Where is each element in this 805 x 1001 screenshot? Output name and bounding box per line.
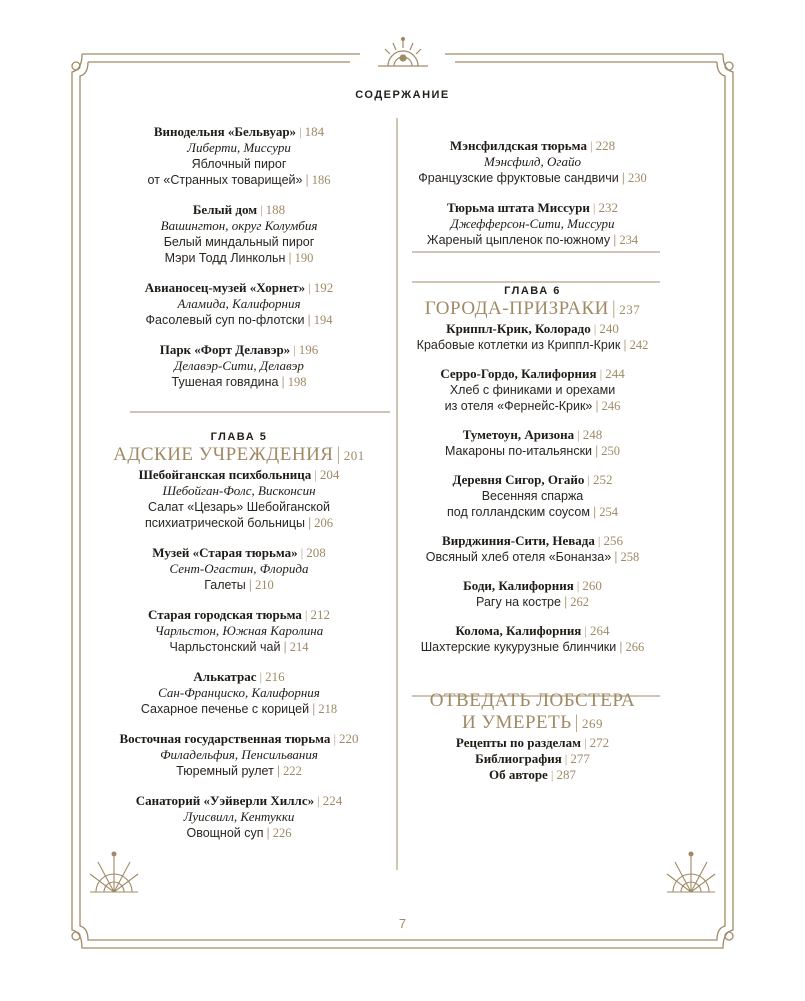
entry-recipe-text: психиатрической больницы [145,516,305,530]
entry-place [88,467,390,483]
entry-location: Либерти, Миссури [187,140,291,155]
entry-place [88,731,390,747]
entry-recipe-line [405,232,660,248]
entry-place-page: 244 [605,366,625,381]
entry-recipe-text: Овощной суп [186,826,264,840]
separator: | [597,533,601,548]
separator: | [281,375,285,389]
entry-place-name: Белый дом [192,202,258,217]
entry-place [405,427,660,443]
entry-place-page: 192 [313,280,334,295]
separator: | [299,124,302,139]
entry-recipe-line [405,594,660,610]
entry-place-page: 184 [304,124,325,139]
left-entries [88,124,390,390]
entry-location: Мэнсфилд, Огайо [484,154,581,169]
entry-recipe-page: 250 [601,444,621,458]
entry-place [405,472,660,488]
top-sunburst-ornament [374,36,432,70]
entry-recipe-line [405,504,660,520]
entry-place-page: 212 [310,607,330,622]
entry-place-page: 260 [582,578,602,593]
separator: | [266,826,270,840]
toc-entry[interactable] [88,793,390,841]
entry-place [88,202,390,218]
entry-place-page: 228 [595,138,616,153]
chapter5-title[interactable]: АДСКИЕ УЧРЕЖДЕНИЯ | 201 [113,444,365,465]
entry-place [88,280,390,296]
entry-recipe-line [88,499,390,515]
entry-recipe-line [88,374,390,390]
entry-recipe-page: 226 [272,826,292,840]
separator: | [595,444,599,458]
entry-recipe-line [405,337,660,353]
separator: | [619,640,623,654]
entry-recipe-text: Весенняя спаржа [481,489,584,503]
entry-recipe-line [405,398,660,414]
final-item-label: Об авторе [489,767,548,782]
entry-recipe-page: 254 [599,505,618,519]
entry-recipe-line [88,825,390,841]
right-column [405,138,660,783]
entry-location: Шебойган-Фолс, Висконсин [162,483,316,498]
entry-recipe-line [405,549,660,565]
final-item-page: 287 [556,767,576,782]
entry-recipe-page: 266 [625,640,645,654]
left-column [88,124,390,855]
chapter5-page: 201 [343,448,365,463]
entry-recipe-line [405,443,660,459]
entry-place [405,623,660,639]
entry-place-name: Старая городская тюрьма [148,607,302,622]
entry-place-name: Вирджиния-Сити, Невада [442,533,595,548]
chapter6-page: 237 [619,302,641,317]
toc-entry[interactable] [405,533,660,565]
entry-recipe-page: 218 [318,702,338,716]
entry-recipe-text: Чарльстонский чай [169,640,281,654]
entry-place-name: Музей «Старая тюрьма» [152,545,298,560]
entry-recipe-line [88,250,390,266]
entry-recipe-text: Жареный цыпленок по-южному [426,233,611,247]
entry-place-name: Винодельня «Бельвуар» [153,124,297,139]
entry-recipe-text: Хлеб с финиками и орехами [449,383,616,397]
separator: | [599,366,603,381]
separator: | [614,550,618,564]
entry-recipe-text: Галеты [204,578,246,592]
entry-location: Чарльстон, Южная Каролина [154,623,324,638]
entry-recipe-text: Французские фруктовые сандвичи [418,171,619,185]
entry-recipe-line [405,488,660,504]
final-section-page: 269 [581,716,603,731]
separator: | [248,578,253,592]
entry-place-page: 224 [322,793,343,808]
final-item-page: 272 [589,735,610,750]
entry-recipe-line [88,763,390,779]
separator: | [260,202,263,217]
final-section-title-line1[interactable]: ОТВЕДАТЬ ЛОБСТЕРА [429,690,636,711]
entry-place-page: 264 [589,623,610,638]
entry-place [88,545,390,561]
final-section-title-line2[interactable]: И УМЕРЕТЬ | 269 [462,712,603,733]
entry-recipe-line [88,156,390,172]
separator: | [293,342,296,357]
entry-recipe-page: 206 [314,516,333,530]
entry-recipe-text: под голландским соусом [447,505,590,519]
entry-place [405,578,660,594]
separator: | [592,505,597,519]
separator: | [259,669,263,684]
chapter5-entries [88,467,390,841]
entry-recipe-line [405,170,660,186]
separator: | [587,472,590,487]
entry-place-name: Шебойганская психбольница [138,467,312,482]
entry-recipe-text: Тушеная говядина [171,375,279,389]
entry-place-name: Санаторий «Уэйверли Хиллс» [135,793,315,808]
separator: | [592,200,596,215]
entry-place-name: Серро-Гордо, Калифорния [440,366,597,381]
separator: | [312,702,316,716]
entry-place-name: Алькатрас [193,669,257,684]
entry-recipe-text: Крабовые котлетки из Криппл-Крик [416,338,621,352]
chapter5-label: ГЛАВА 5 [210,431,268,443]
separator: | [621,171,625,185]
page-heading: СОДЕРЖАНИЕ [355,89,450,101]
entry-place [405,366,660,382]
entry-recipe-page: 234 [619,233,639,247]
entry-location: Филадельфия, Пенсильвания [160,747,318,762]
entry-recipe-text: Сахарное печенье с корицей [140,702,310,716]
entry-location: Луисвилл, Кентукки [183,809,295,824]
separator: | [584,623,587,638]
entry-place-name: Туметоун, Аризона [462,427,575,442]
toc-entry[interactable] [88,467,390,531]
entry-recipe-page: 190 [294,251,314,265]
entry-place [88,669,390,685]
entry-recipe-page: 242 [629,338,649,352]
entry-place-page: 256 [603,533,623,548]
entry-recipe-text: Яблочный пирог [191,157,287,171]
entry-place-page: 248 [582,427,603,442]
separator: | [317,793,320,808]
entry-place-name: Мэнсфилдская тюрьма [449,138,587,153]
entry-place [405,200,660,216]
entry-place [88,793,390,809]
bottom-right-fan-ornament [663,846,719,896]
entry-recipe-text: Белый миндальный пирог [163,235,315,249]
entry-recipe-text: Рагу на костре [476,595,561,609]
separator: | [583,735,587,750]
final-section-item[interactable] [405,735,660,751]
entry-recipe-line [405,639,660,655]
entry-recipe-line [88,701,390,717]
separator: | [550,767,554,782]
page-number: 7 [398,916,407,931]
entry-recipe-text: Фасолевый суп по-флотски [145,313,305,327]
entry-recipe-text: Тюремный рулет [176,764,274,778]
toc-entry[interactable] [88,545,390,593]
entry-place-page: 252 [592,472,613,487]
entry-place-page: 204 [319,467,340,482]
entry-recipe-line [88,172,390,188]
entry-recipe-text: Шахтерские кукурузные блинчики [420,640,617,654]
entry-place [405,533,660,549]
entry-recipe-page: 222 [283,764,302,778]
entry-place-name: Колома, Калифорния [455,623,582,638]
toc-entry[interactable] [405,200,660,248]
separator: | [307,313,311,327]
separator: | [563,595,568,609]
entry-recipe-text: от «Странных товарищей» [147,173,303,187]
entry-place-page: 220 [339,731,359,746]
entry-recipe-text: Мэри Тодд Линкольн [164,251,286,265]
separator: | [577,427,580,442]
entry-place-page: 232 [598,200,618,215]
separator: | [308,280,311,295]
toc-entry[interactable] [88,669,390,717]
separator: | [333,731,337,746]
final-section-item[interactable] [405,751,660,767]
separator: | [288,251,292,265]
toc-entry[interactable] [88,202,390,266]
entry-place [88,607,390,623]
separator: | [305,173,309,187]
entry-location: Сан-Франциско, Калифорния [158,685,320,700]
entry-recipe-line [88,312,390,328]
toc-entry[interactable] [405,623,660,655]
entry-place-name: Парк «Форт Делавэр» [159,342,291,357]
entry-place-name: Восточная государственная тюрьма [119,731,331,746]
right-entries [405,138,660,248]
entry-recipe-line [405,382,660,398]
entry-place-page: 196 [298,342,319,357]
entry-place-page: 240 [599,321,619,336]
chapter6-title[interactable]: ГОРОДА-ПРИЗРАКИ | 237 [424,298,641,319]
separator: | [564,751,568,766]
entry-recipe-page: 194 [313,313,333,327]
entry-place-name: Криппл-Крик, Колорадо [446,321,591,336]
toc-entry[interactable] [88,731,390,779]
entry-recipe-line [88,577,390,593]
entry-place [405,138,660,154]
toc-entry[interactable] [88,124,390,188]
entry-recipe-line [88,234,390,250]
entry-place [88,342,390,358]
entry-recipe-page: 210 [255,578,274,592]
separator: | [314,467,317,482]
separator: | [283,640,287,654]
entry-recipe-page: 262 [570,595,589,609]
separator: | [623,338,627,352]
toc-entry[interactable] [405,366,660,414]
entry-recipe-text: из отеля «Фернейс-Крик» [444,399,593,413]
final-item-page: 277 [570,751,590,766]
chapter5-title-text: АДСКИЕ УЧРЕЖДЕНИЯ [113,444,334,465]
entry-recipe-page: 198 [287,375,307,389]
chapter6-label: ГЛАВА 6 [504,285,561,297]
entry-place-page: 208 [306,545,326,560]
entry-place [88,124,390,140]
entry-recipe-page: 214 [289,640,309,654]
entry-location: Аламида, Калифорния [177,296,301,311]
entry-recipe-text: Салат «Цезарь» Шебойганской [147,500,331,514]
toc-entry[interactable] [405,427,660,459]
toc-entry[interactable] [88,342,390,390]
separator: | [300,545,304,560]
toc-entry[interactable] [405,578,660,610]
entry-recipe-text: Макароны по-итальянски [444,444,593,458]
entry-location: Вашингтон, округ Колумбия [160,218,318,233]
entry-place-name: Боди, Калифорния [463,578,574,593]
separator: | [593,321,597,336]
final-section-items [405,735,660,783]
separator: | [276,764,281,778]
separator: | [304,607,308,622]
entry-recipe-page: 230 [628,171,647,185]
toc-entry[interactable] [88,607,390,655]
toc-entry[interactable] [405,321,660,353]
separator: | [613,233,617,247]
final-item-label: Рецепты по разделам [455,735,581,750]
entry-location: Джефферсон-Сити, Миссури [450,216,615,231]
final-item-label: Библиография [475,751,562,766]
toc-entry[interactable] [88,280,390,328]
entry-recipe-page: 258 [620,550,640,564]
final-section-title-line2-text: И УМЕРЕТЬ [462,712,572,733]
entry-recipe-line [88,515,390,531]
entry-recipe-text: Овсяный хлеб отеля «Бонанза» [425,550,612,564]
final-section-item[interactable] [405,767,660,783]
chapter6-entries [405,321,660,655]
entry-place-name: Деревня Сигор, Огайо [452,472,585,487]
separator: | [589,138,593,153]
entry-location: Сент-Огастин, Флорида [169,561,309,576]
separator: | [576,578,580,593]
entry-place [405,321,660,337]
entry-place-name: Авианосец-музей «Хорнет» [144,280,306,295]
entry-place-name: Тюрьма штата Миссури [446,200,590,215]
entry-recipe-page: 246 [601,399,621,413]
separator: | [307,516,312,530]
entry-place-page: 188 [265,202,286,217]
separator: | [595,399,599,413]
toc-entry[interactable] [405,472,660,520]
entry-place-page: 216 [265,669,285,684]
entry-recipe-line [88,639,390,655]
toc-entry[interactable] [405,138,660,186]
entry-location: Делавэр-Сити, Делавэр [174,358,304,373]
chapter6-title-text: ГОРОДА-ПРИЗРАКИ [424,298,609,319]
entry-recipe-page: 186 [311,173,331,187]
